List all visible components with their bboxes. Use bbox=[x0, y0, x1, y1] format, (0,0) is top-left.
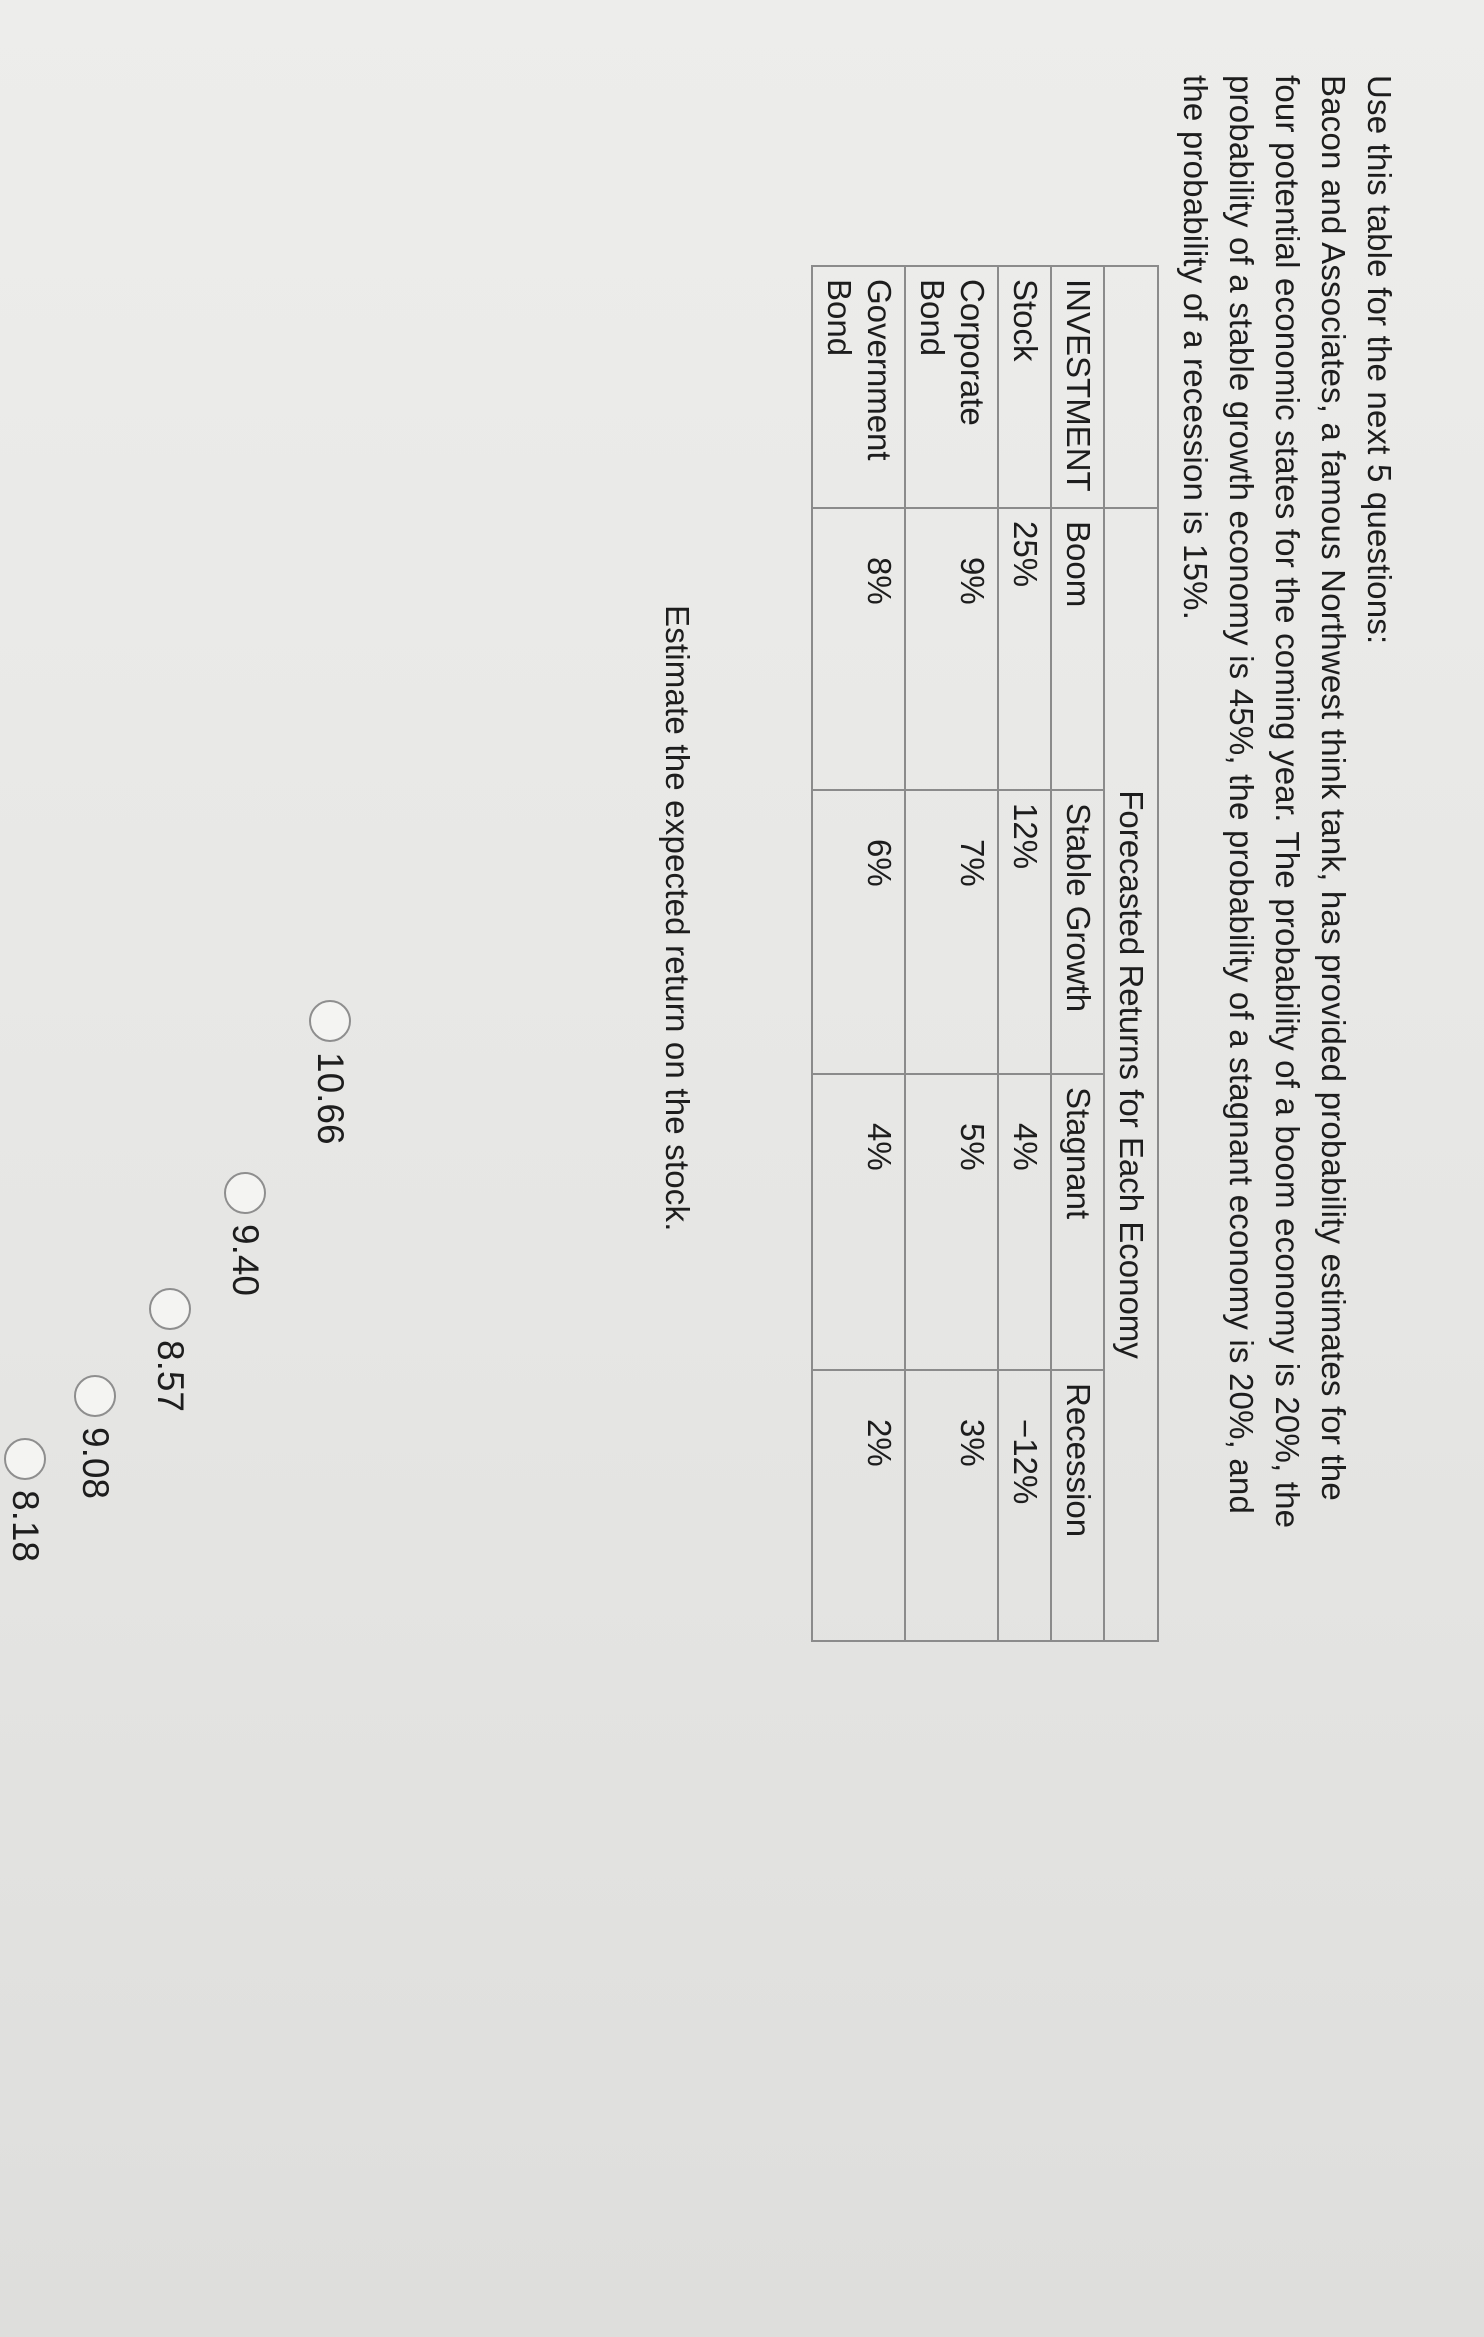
cell-value: 8% bbox=[812, 508, 905, 790]
answer-option-2[interactable] bbox=[224, 1172, 266, 1296]
radio-button[interactable] bbox=[224, 1172, 266, 1214]
table-row bbox=[905, 266, 998, 1641]
radio-button[interactable] bbox=[149, 1288, 191, 1330]
question-prompt: Estimate the expected return on the stock. bbox=[659, 605, 696, 1232]
answer-option-4[interactable] bbox=[74, 1375, 116, 1499]
cell-value: 4% bbox=[998, 1074, 1051, 1370]
col-header-boom: Boom bbox=[1051, 508, 1104, 790]
intro-heading: Use this table for the next 5 questions: bbox=[1361, 75, 1398, 645]
table-span-header: Forecasted Returns for Each Economy bbox=[1104, 508, 1158, 1641]
cell-value: 6% bbox=[812, 790, 905, 1074]
option-label: 8.57 bbox=[150, 1340, 191, 1413]
returns-table bbox=[811, 265, 1159, 1642]
option-label: 10.66 bbox=[310, 1052, 351, 1145]
option-label: 8.18 bbox=[5, 1490, 46, 1563]
cell-value: −12% bbox=[998, 1370, 1051, 1641]
intro-line-4: the probability of a recession is 15%. bbox=[1177, 75, 1214, 621]
answer-option-5[interactable] bbox=[4, 1438, 46, 1562]
option-label: 9.08 bbox=[75, 1427, 116, 1500]
table-row bbox=[998, 266, 1051, 1641]
cell-value: 4% bbox=[812, 1074, 905, 1370]
cell-value: 7% bbox=[905, 790, 998, 1074]
cell-value: 3% bbox=[905, 1370, 998, 1641]
cell-value: 9% bbox=[905, 508, 998, 790]
intro-line-2: four potential economic states for the coming year. The probability of a boom economy is 20%, the bbox=[1269, 75, 1306, 1529]
col-header-investment: INVESTMENT bbox=[1051, 266, 1104, 508]
cell-value: 12% bbox=[998, 790, 1051, 1074]
cell-value: 5% bbox=[905, 1074, 998, 1370]
intro-line-1: Bacon and Associates, a famous Northwest think tank, has provided probability estimates for the bbox=[1315, 75, 1352, 1501]
table-row bbox=[812, 266, 905, 1641]
radio-button[interactable] bbox=[74, 1375, 116, 1417]
option-label: 9.40 bbox=[225, 1224, 266, 1297]
radio-button[interactable] bbox=[4, 1438, 46, 1480]
row-label-stock: Stock bbox=[998, 266, 1051, 508]
cell-value: 2% bbox=[812, 1370, 905, 1641]
col-header-stable-growth: Stable Growth bbox=[1051, 790, 1104, 1074]
question-intro bbox=[1172, 75, 1402, 1535]
cell-value: 25% bbox=[998, 508, 1051, 790]
intro-line-3: probability of a stable growth economy is 45%, the probability of a stagnant economy is 20%, and bbox=[1223, 75, 1260, 1515]
table-header-blank bbox=[1104, 266, 1158, 508]
col-header-recession: Recession bbox=[1051, 1370, 1104, 1641]
row-label-corporate-bond: Corporate Bond bbox=[905, 266, 998, 508]
col-header-stagnant: Stagnant bbox=[1051, 1074, 1104, 1370]
radio-button[interactable] bbox=[309, 1000, 351, 1042]
table-header-row-span bbox=[1104, 266, 1158, 1641]
answer-option-1[interactable] bbox=[309, 1000, 351, 1145]
table-header-row bbox=[1051, 266, 1104, 1641]
answer-option-3[interactable] bbox=[149, 1288, 191, 1412]
row-label-government-bond: Government Bond bbox=[812, 266, 905, 508]
